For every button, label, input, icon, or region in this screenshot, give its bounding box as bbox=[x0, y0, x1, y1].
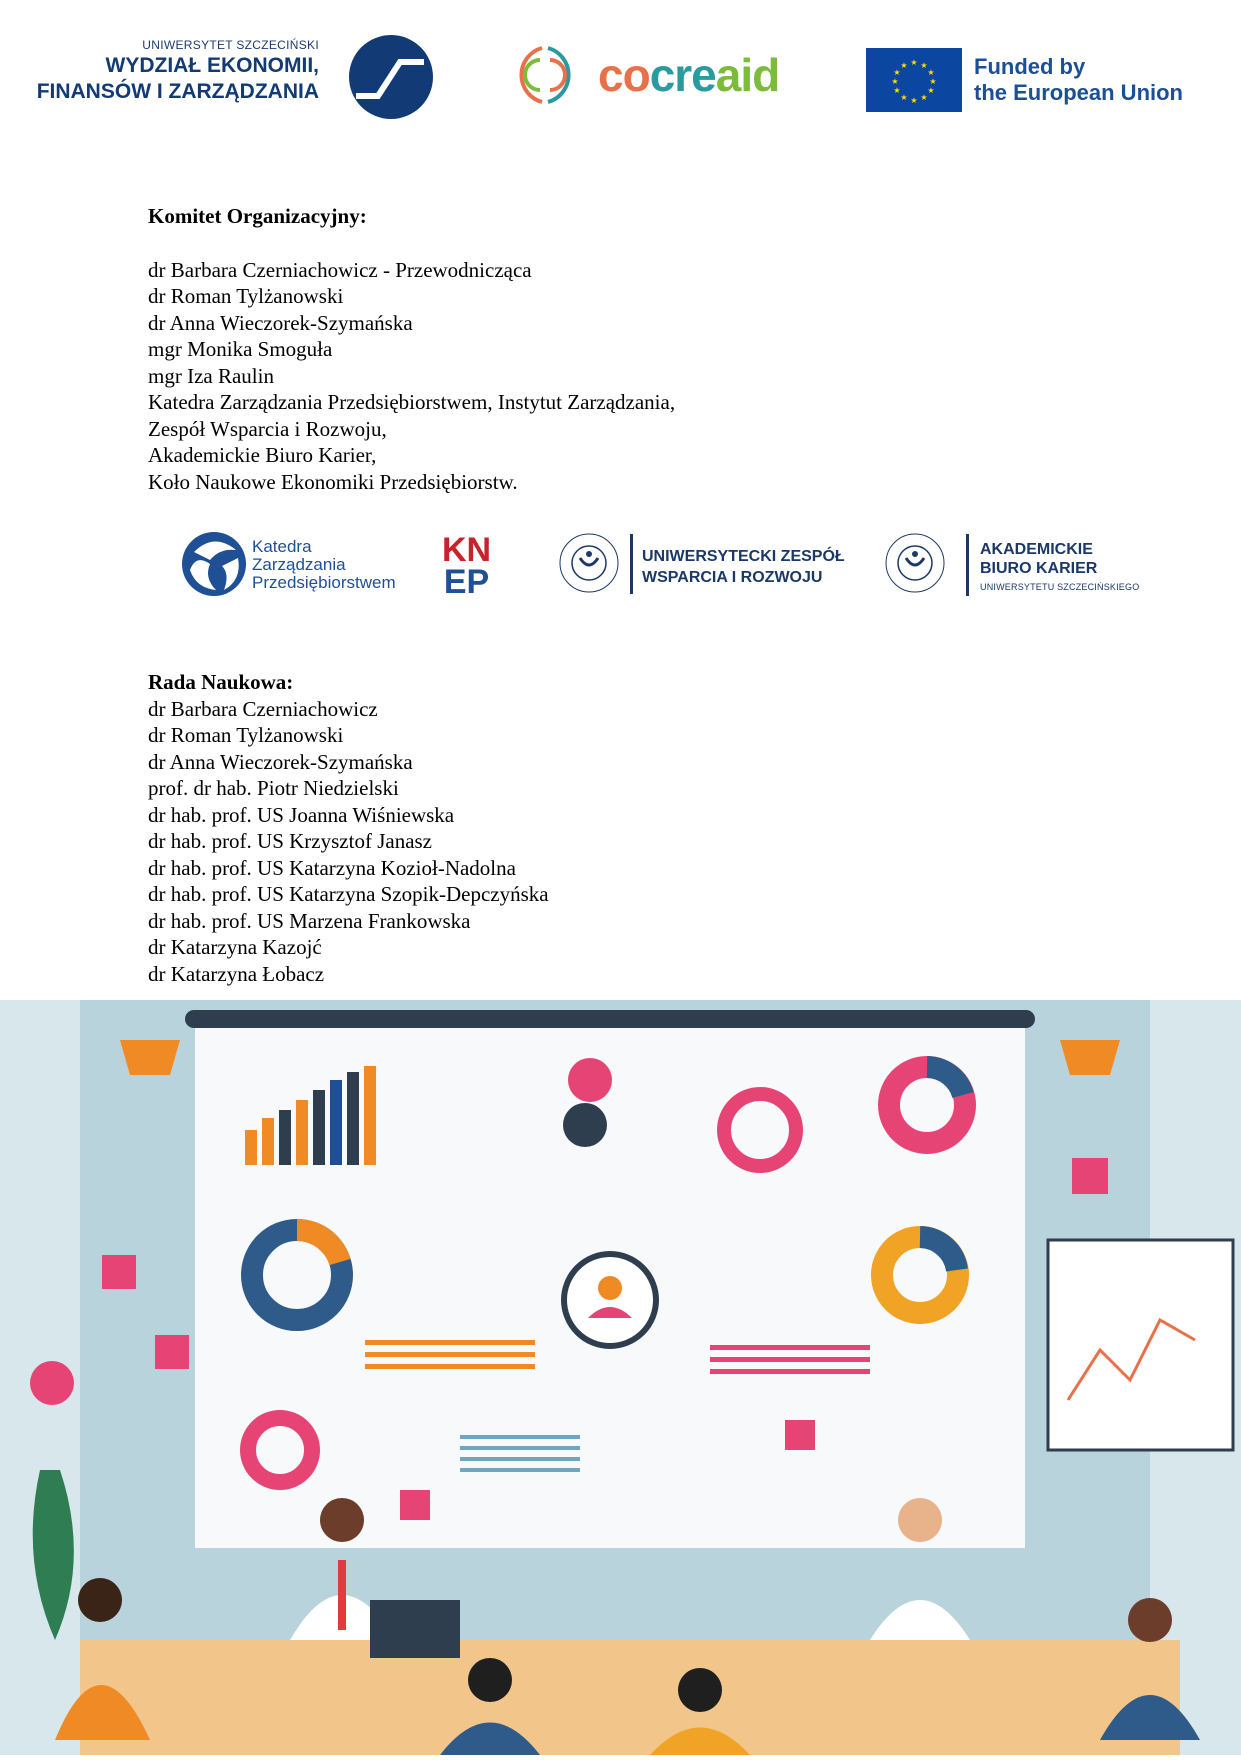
council-member: dr Barbara Czerniachowicz bbox=[148, 696, 378, 721]
council-member: dr hab. prof. US Marzena Frankowska bbox=[148, 908, 471, 933]
faculty-logo bbox=[36, 34, 434, 114]
unit-logos-row bbox=[180, 530, 1140, 610]
council-member: dr hab. prof. US Krzysztof Janasz bbox=[148, 829, 433, 853]
svg-text:★: ★ bbox=[891, 77, 899, 86]
council-member: dr Roman Tylżanowski bbox=[148, 723, 344, 747]
svg-text:★: ★ bbox=[893, 68, 901, 77]
svg-text:★: ★ bbox=[910, 96, 918, 105]
council-member: dr hab. prof. US Joanna Wiśniewska bbox=[148, 802, 455, 827]
committee-member: dr Roman Tylżanowski bbox=[148, 284, 344, 308]
committee-member: dr Anna Wieczorek-Szymańska bbox=[148, 310, 413, 335]
cocreaid-co: co bbox=[598, 49, 650, 101]
committee-member: mgr Monika Smoguła bbox=[148, 337, 333, 361]
committee-unit: Katedra Zarządzania Przedsiębiorstwem, Instytut Zarządzania, bbox=[148, 390, 676, 414]
abk-line3: UNIWERSYTETU SZCZECIŃSKIEGO bbox=[980, 582, 1140, 592]
svg-text:★: ★ bbox=[910, 58, 918, 67]
committee-member: mgr Iza Raulin bbox=[148, 363, 274, 388]
abk-line2: BIURO KARIER bbox=[980, 560, 1098, 577]
council-member: dr Katarzyna Kazojć bbox=[148, 935, 322, 959]
scientific-council bbox=[148, 669, 549, 987]
cocreaid-logo bbox=[512, 44, 812, 108]
katedra-line2: Zarządzania bbox=[252, 555, 346, 574]
scientific-council-heading: Rada Naukowa: bbox=[148, 670, 294, 694]
council-member: dr hab. prof. US Katarzyna Szopik-Depczyńska bbox=[148, 882, 549, 906]
svg-text:★: ★ bbox=[900, 61, 908, 70]
cocreaid-emblem-icon bbox=[512, 44, 578, 106]
uzwir-line1: UNIWERSYTECKI ZESPÓŁ bbox=[642, 548, 845, 565]
svg-text:★: ★ bbox=[927, 86, 935, 95]
eu-funded-line1: Funded by bbox=[974, 54, 1086, 79]
katedra-line3: Przedsiębiorstwem bbox=[252, 573, 396, 592]
svg-text:★: ★ bbox=[920, 61, 928, 70]
abk-line1: AKADEMICKIE bbox=[980, 541, 1093, 558]
team-meeting-illustration bbox=[0, 1000, 1241, 1755]
faculty-name-line1: WYDZIAŁ EKONOMII, bbox=[105, 54, 319, 77]
svg-text:★: ★ bbox=[900, 93, 908, 102]
svg-text:★: ★ bbox=[920, 93, 928, 102]
eu-funding-logo bbox=[866, 48, 1186, 114]
uzwir-line2: WSPARCIA I ROZWOJU bbox=[642, 569, 823, 586]
committee-unit: Koło Naukowe Ekonomiki Przedsiębiorstw. bbox=[148, 469, 518, 494]
career-office-logo bbox=[884, 532, 1140, 599]
council-member: prof. dr hab. Piotr Niedzielski bbox=[148, 776, 399, 800]
faculty-emblem-icon bbox=[348, 34, 434, 120]
katedra-logo bbox=[180, 530, 396, 603]
cocreaid-aid: aid bbox=[715, 49, 780, 101]
svg-text:★: ★ bbox=[929, 77, 937, 86]
committee-member: dr Barbara Czerniachowicz - Przewodnicząca bbox=[148, 257, 532, 282]
committee-unit: Zespół Wsparcia i Rozwoju, bbox=[148, 416, 387, 441]
organizing-committee bbox=[148, 203, 675, 495]
cocreaid-wordmark bbox=[598, 48, 779, 102]
eu-funded-line2: the European Union bbox=[974, 80, 1183, 105]
uzwir-logo bbox=[558, 532, 845, 599]
university-seal-icon bbox=[558, 532, 620, 594]
knep-top: KN bbox=[442, 531, 492, 569]
knep-bottom: EP bbox=[443, 563, 490, 601]
faculty-name-line2: FINANSÓW I ZARZĄDZANIA bbox=[36, 80, 319, 103]
council-member: dr Anna Wieczorek-Szymańska bbox=[148, 749, 413, 774]
organizing-committee-heading: Komitet Organizacyjny: bbox=[148, 204, 367, 228]
svg-text:★: ★ bbox=[927, 68, 935, 77]
svg-text:★: ★ bbox=[893, 86, 901, 95]
knep-logo bbox=[442, 531, 492, 601]
eu-flag-icon bbox=[866, 48, 962, 112]
university-seal-icon bbox=[884, 532, 946, 594]
katedra-emblem-icon bbox=[180, 530, 248, 598]
katedra-line1: Katedra bbox=[252, 537, 312, 556]
committee-unit: Akademickie Biuro Karier, bbox=[148, 443, 377, 467]
council-member: dr hab. prof. US Katarzyna Kozioł-Nadolna bbox=[148, 855, 516, 880]
faculty-university-name: UNIWERSYTET SZCZECIŃSKI bbox=[142, 38, 319, 52]
cocreaid-cre: cre bbox=[649, 49, 716, 101]
council-member: dr Katarzyna Łobacz bbox=[148, 961, 325, 986]
